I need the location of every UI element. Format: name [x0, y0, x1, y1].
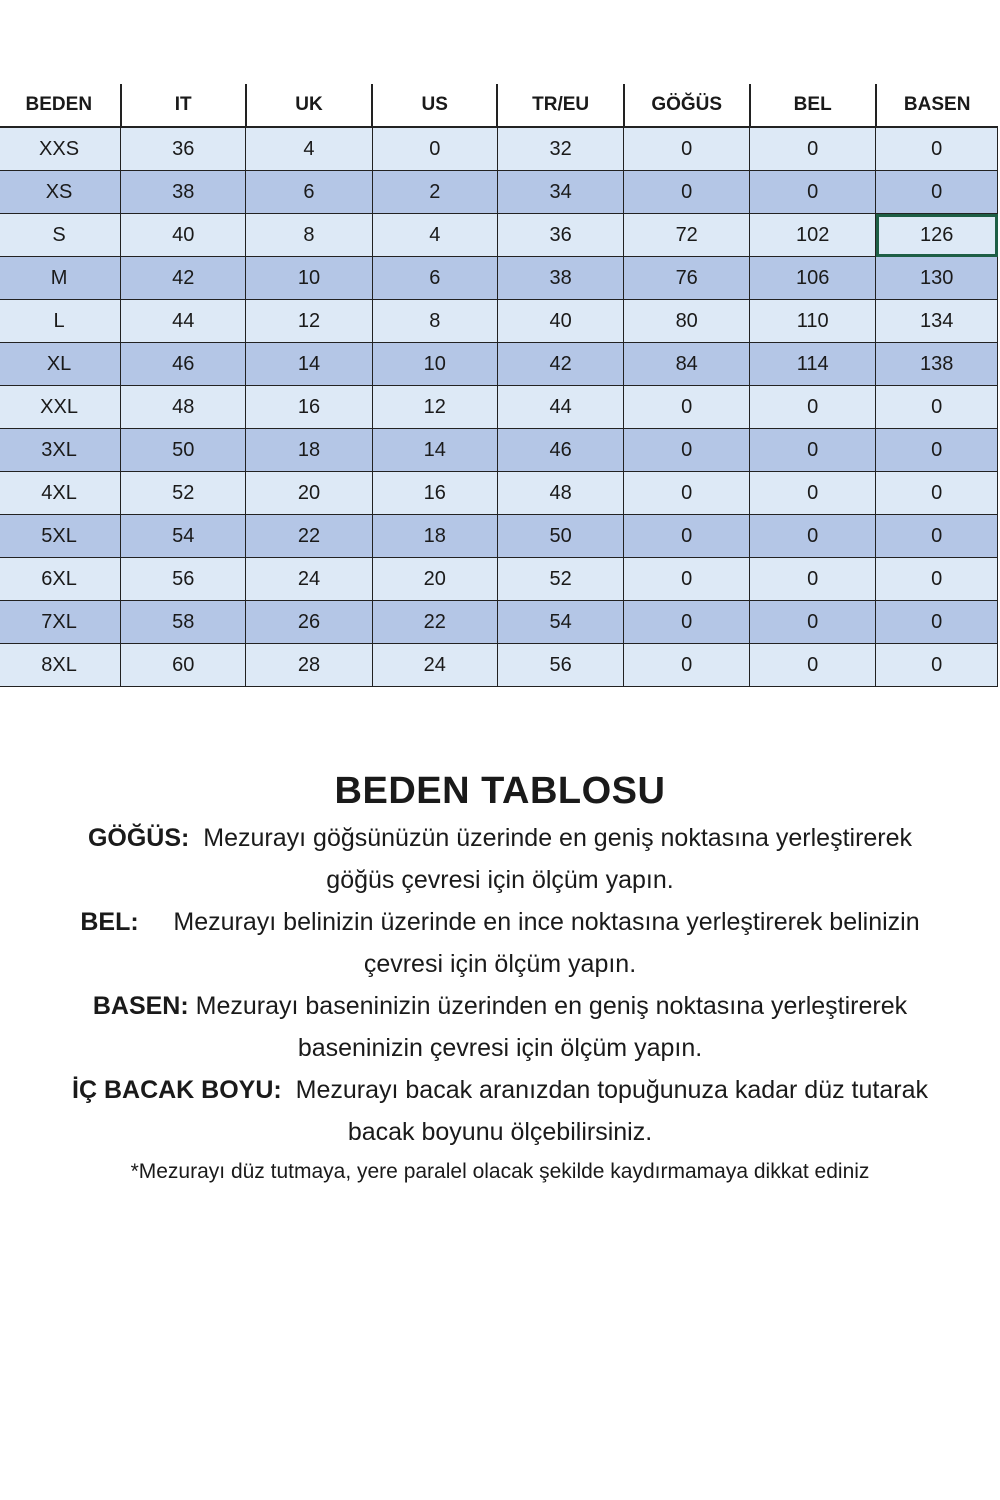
table-cell: 28 [246, 644, 372, 687]
table-cell: 6XL [0, 558, 121, 601]
table-cell: 18 [246, 429, 372, 472]
table-cell: 76 [624, 257, 750, 300]
table-cell: 44 [497, 386, 624, 429]
header-uk: UK [246, 84, 372, 127]
header-beden: BEDEN [0, 84, 121, 127]
guide-note: *Mezurayı düz tutmaya, yere paralel olacak şekilde kaydırmamaya dikkat ediniz [130, 1160, 870, 1183]
table-cell: 0 [876, 515, 998, 558]
table-cell: 44 [121, 300, 246, 343]
table-cell: M [0, 257, 121, 300]
table-row [0, 644, 998, 687]
table-row [0, 171, 998, 214]
table-cell: 38 [121, 171, 246, 214]
table-cell: S [0, 214, 121, 257]
table-cell: 0 [750, 171, 876, 214]
table-cell: 18 [372, 515, 497, 558]
table-cell: 36 [497, 214, 624, 257]
table-cell: 0 [624, 171, 750, 214]
table-cell: 38 [497, 257, 624, 300]
table-cell: 14 [246, 343, 372, 386]
table-cell: 58 [121, 601, 246, 644]
table-cell: 0 [750, 472, 876, 515]
table-cell: 72 [624, 214, 750, 257]
table-cell: 0 [624, 429, 750, 472]
table-row [0, 127, 998, 171]
table-cell: 134 [876, 300, 998, 343]
table-cell: 54 [497, 601, 624, 644]
table-cell: 0 [876, 644, 998, 687]
table-cell: 138 [876, 343, 998, 386]
table-row [0, 558, 998, 601]
table-cell: XL [0, 343, 121, 386]
table-row [0, 429, 998, 472]
table-cell: 106 [750, 257, 876, 300]
table-cell: 0 [624, 601, 750, 644]
table-row [0, 214, 998, 257]
table-cell: 4XL [0, 472, 121, 515]
table-row [0, 601, 998, 644]
table-header-row [0, 84, 998, 127]
table-cell: 16 [372, 472, 497, 515]
guide-title: BEDEN TABLOSU [334, 770, 666, 812]
table-cell: 0 [876, 127, 998, 171]
table-cell: 48 [497, 472, 624, 515]
table-cell: XXL [0, 386, 121, 429]
table-cell: 0 [624, 515, 750, 558]
table-cell: 34 [497, 171, 624, 214]
table-cell: 56 [497, 644, 624, 687]
table-cell: 56 [121, 558, 246, 601]
table-cell: 8 [372, 300, 497, 343]
table-cell: 80 [624, 300, 750, 343]
table-cell: 10 [246, 257, 372, 300]
table-cell: 32 [497, 127, 624, 171]
table-cell: 22 [372, 601, 497, 644]
table-cell: 0 [876, 558, 998, 601]
table-cell: 6 [372, 257, 497, 300]
size-guide [0, 770, 1000, 1191]
table-cell: 0 [750, 429, 876, 472]
table-row [0, 300, 998, 343]
table-cell: 8XL [0, 644, 121, 687]
header-it: IT [121, 84, 246, 127]
table-row [0, 257, 998, 300]
table-cell: 12 [372, 386, 497, 429]
table-cell: 42 [121, 257, 246, 300]
table-cell: 24 [246, 558, 372, 601]
table-cell: 0 [624, 127, 750, 171]
header-tr-eu: TR/EU [497, 84, 624, 127]
table-cell: 46 [121, 343, 246, 386]
table-cell: 40 [121, 214, 246, 257]
table-cell: 0 [624, 558, 750, 601]
table-cell: 26 [246, 601, 372, 644]
table-cell: XXS [0, 127, 121, 171]
table-cell: 0 [876, 601, 998, 644]
table-cell: 14 [372, 429, 497, 472]
table-cell: 54 [121, 515, 246, 558]
table-cell: 7XL [0, 601, 121, 644]
guide-item-gogus: GÖĞÜS: Mezurayı göğsünüzün üzerinde en geniş noktasına yerleştirerek göğüs çevresi için ölçüm yapın. [87, 824, 913, 894]
guide-item-basen: BASEN: Mezurayı baseninizin üzerinden en geniş noktasına yerleştirerek baseninizin çevresi için ölçüm yapın. [92, 992, 908, 1062]
table-cell: 20 [246, 472, 372, 515]
table-cell: 0 [372, 127, 497, 171]
table-cell: 0 [750, 601, 876, 644]
guide-item-bel: BEL: Mezurayı belinizin üzerinde en ince noktasına yerleştirerek belinizin çevresi için ölçüm yapın. [80, 908, 920, 978]
table-cell: 110 [750, 300, 876, 343]
table-cell: 48 [121, 386, 246, 429]
table-cell: 50 [121, 429, 246, 472]
table-cell: 0 [624, 644, 750, 687]
table-cell: 0 [750, 515, 876, 558]
table-cell: 40 [497, 300, 624, 343]
table-cell: 42 [497, 343, 624, 386]
table-cell: 2 [372, 171, 497, 214]
table-cell: 16 [246, 386, 372, 429]
table-cell: 4 [246, 127, 372, 171]
table-cell: 24 [372, 644, 497, 687]
table-cell: 3XL [0, 429, 121, 472]
table-cell: 0 [750, 558, 876, 601]
table-cell: 130 [876, 257, 998, 300]
table-cell: 0 [624, 386, 750, 429]
table-row [0, 472, 998, 515]
table-cell: 20 [372, 558, 497, 601]
table-cell: 52 [497, 558, 624, 601]
table-row [0, 386, 998, 429]
table-cell: 6 [246, 171, 372, 214]
table-cell: L [0, 300, 121, 343]
table-cell: 126 [876, 214, 998, 257]
table-cell: 60 [121, 644, 246, 687]
table-cell: 50 [497, 515, 624, 558]
table-cell: 0 [750, 127, 876, 171]
table-cell: 4 [372, 214, 497, 257]
table-cell: 52 [121, 472, 246, 515]
table-row [0, 343, 998, 386]
table-cell: 0 [624, 472, 750, 515]
table-cell: 0 [876, 472, 998, 515]
table-cell: 0 [876, 386, 998, 429]
header-basen: BASEN [876, 84, 998, 127]
table-row [0, 515, 998, 558]
table-cell: 10 [372, 343, 497, 386]
table-cell: 22 [246, 515, 372, 558]
header-gogus: GÖĞÜS [624, 84, 750, 127]
table-cell: 46 [497, 429, 624, 472]
table-cell: 84 [624, 343, 750, 386]
table-cell: 12 [246, 300, 372, 343]
size-table [0, 84, 998, 687]
table-cell: 5XL [0, 515, 121, 558]
table-cell: 0 [876, 429, 998, 472]
header-bel: BEL [750, 84, 876, 127]
table-cell: XS [0, 171, 121, 214]
table-cell: 0 [876, 171, 998, 214]
table-cell: 102 [750, 214, 876, 257]
table-cell: 36 [121, 127, 246, 171]
table-cell: 114 [750, 343, 876, 386]
header-us: US [372, 84, 497, 127]
guide-item-ic-bacak: İÇ BACAK BOYU: Mezurayı bacak aranızdan topuğunuza kadar düz tutarak bacak boyunu ölçebilirsiniz. [72, 1076, 928, 1146]
table-cell: 0 [750, 644, 876, 687]
table-cell: 0 [750, 386, 876, 429]
table-cell: 8 [246, 214, 372, 257]
